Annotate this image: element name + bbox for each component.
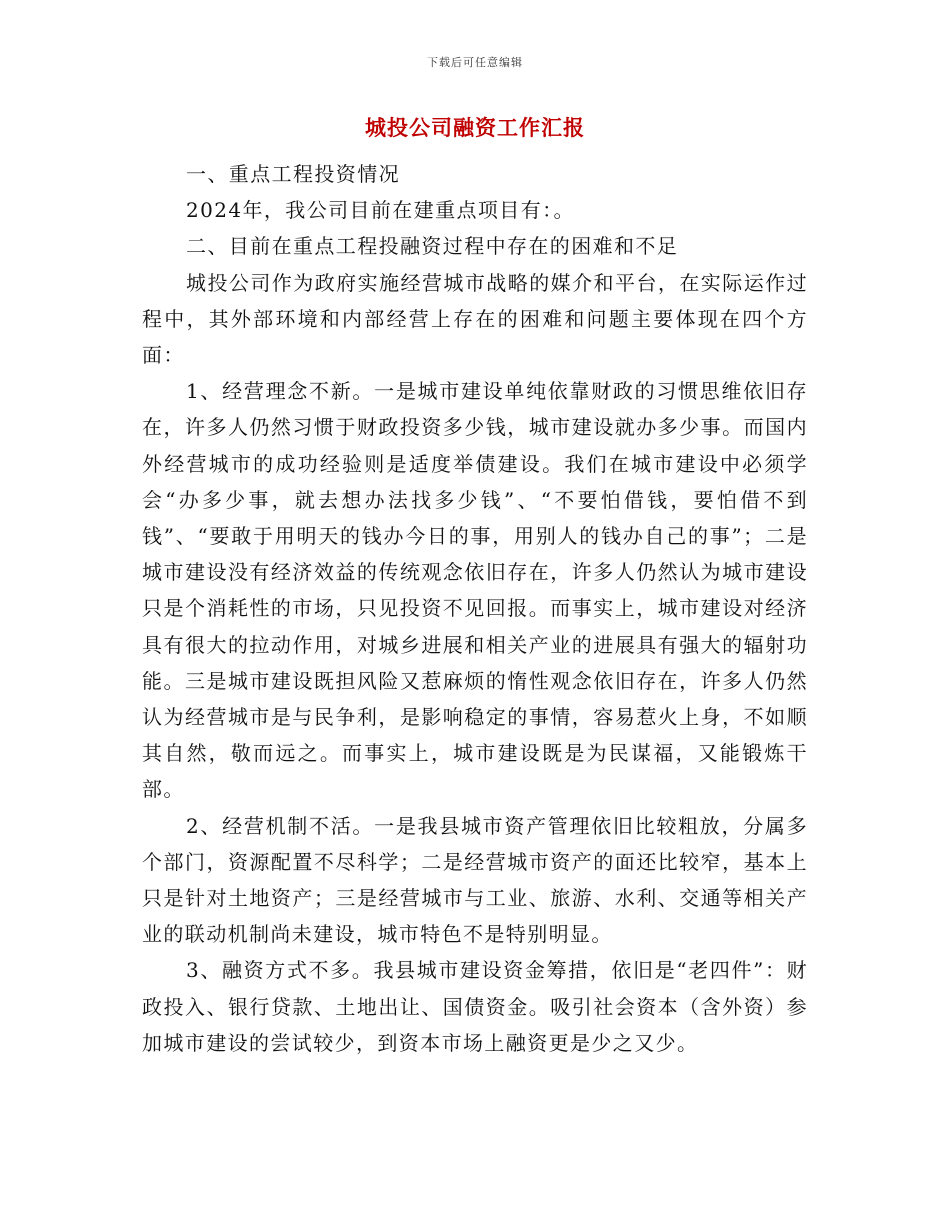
section-heading-investment: 一、重点工程投资情况 (186, 162, 400, 186)
document-title: 城投公司融资工作汇报 (365, 115, 585, 140)
page-header-note: 下载后可任意编辑 (427, 56, 523, 69)
paragraph-intro: 城投公司作为政府实施经营城市战略的媒介和平台，在实际运作过程中，其外部环境和内部经营上存在的困难和问题主要体现在四个方面： (142, 270, 808, 368)
paragraph-item-3: 3、融资方式不多。我县城市建设资金筹措，依旧是“老四件”：财政投入、银行贷款、土地出让、国债资金。吸引社会资本（含外资）参加城市建设的尝试较少，到资本市场上融资更是少之又少。 (142, 958, 808, 1055)
paragraph-item-1: 1、经营理念不新。一是城市建设单纯依靠财政的习惯思维依旧存在，许多人仍然习惯于财政投资多少钱，城市建设就办多少事。而国内外经营城市的成功经验则是适度举债建设。我们在城市建设中必须学会“办多少事，就去想办法找多少钱”、“不要怕借钱，要怕借不到钱”、“要敢于用明天的钱办今日的事，用别人的钱办自己的事”；二是城市建设没有经济效益的传统观念依旧存在，许多人仍然认为城市建设只是个消耗性的市场，只见投资不见回报。而事实上，城市建设对经济具有很大的拉动作用，对城乡进展和相关产业的进展具有强大的辐射功能。三是城市建设既担风险又惹麻烦的惰性观念依旧存在，许多人仍然认为经营城市是与民争利，是影响稳定的事情，容易惹火上身，不如顺其自然，敬而远之。而事实上，城市建设既是为民谋福，又能锻炼干部。 (142, 379, 808, 802)
section-heading-difficulties: 二、目前在重点工程投融资过程中存在的困难和不足 (186, 234, 679, 259)
paragraph-projects: 2024年，我公司目前在建重点项目有：。 (186, 198, 575, 223)
document-body (142, 156, 808, 1061)
paragraph-item-2: 2、经营机制不活。一是我县城市资产管理依旧比较粗放，分属多个部门，资源配置不尽科学；二是经营城市资产的面还比较窄，基本上只是针对土地资产；三是经营城市与工业、旅游、水利、交通等相关产业的联动机制尚未建设，城市特色不是特别明显。 (142, 813, 808, 947)
